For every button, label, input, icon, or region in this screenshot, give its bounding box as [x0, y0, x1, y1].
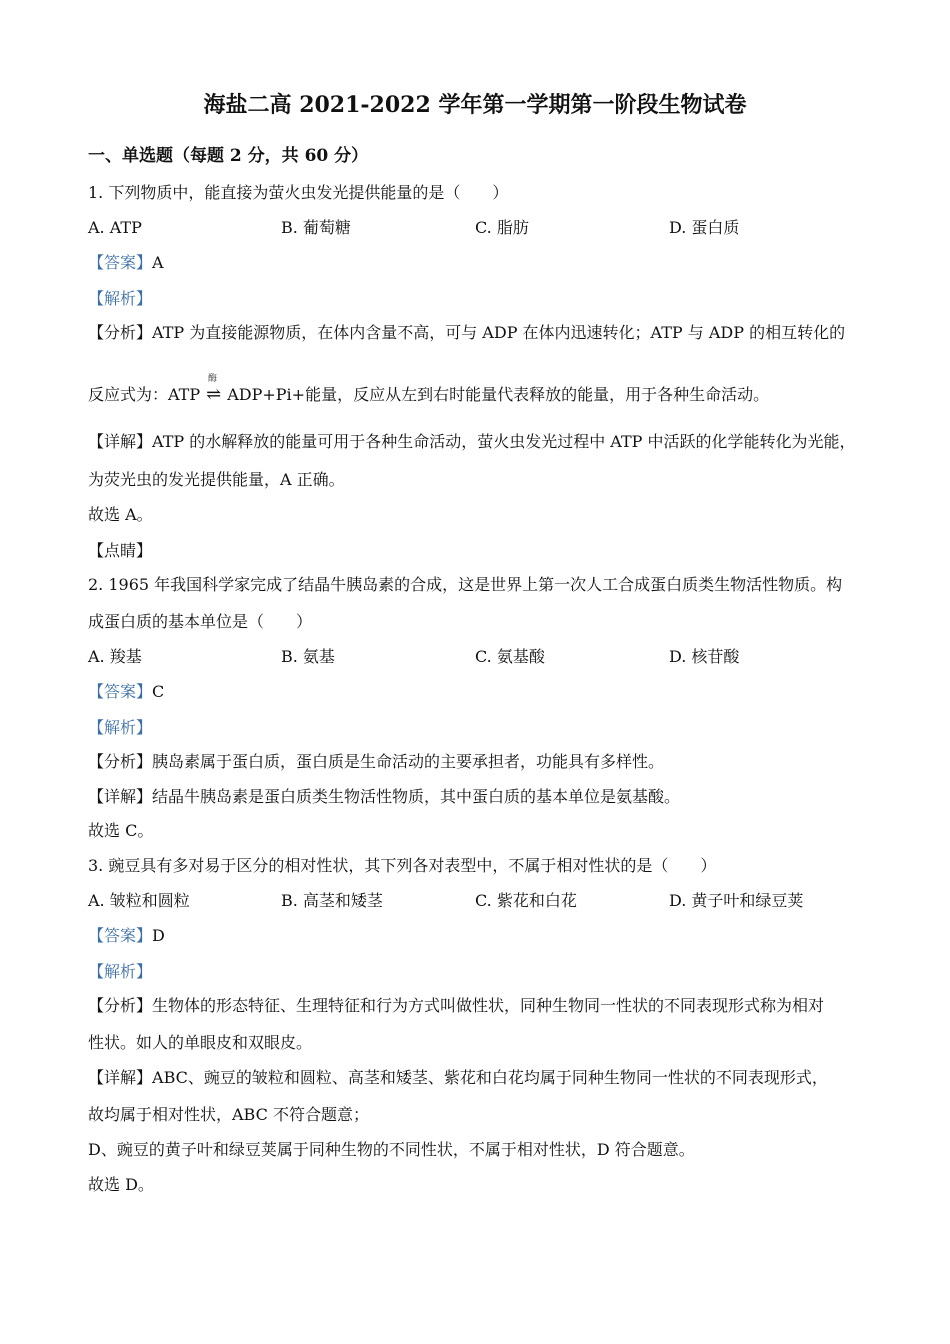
fenxi-text: 胰岛素属于蛋白质，蛋白质是生命活动的主要承担者，功能具有多样性。: [152, 752, 665, 771]
section-heading: 一、单选题（每题 2 分，共 60 分）: [88, 146, 369, 166]
page-title: 海盐二高 2021-2022 学年第一学期第一阶段生物试卷: [203, 92, 747, 118]
answer-value: D: [152, 926, 165, 945]
q2-option-c: C. 氨基酸: [475, 647, 545, 666]
q2-conclusion: 故选 C。: [88, 821, 154, 840]
q2-option-a: A. 羧基: [88, 647, 142, 666]
answer-label: 【答案】: [88, 682, 153, 701]
q3-conclusion: 故选 D。: [88, 1175, 154, 1194]
detail-text: ATP 的水解释放的能量可用于各种生命活动，萤火虫发光过程中 ATP 中活跃的化学能转化为光能，: [152, 432, 856, 451]
q3-fenxi-2: 性状。如人的单眼皮和双眼皮。: [88, 1033, 313, 1052]
q3-option-d: D. 黄子叶和绿豆荚: [669, 891, 804, 910]
q3-option-a: A. 皱粒和圆粒: [88, 891, 190, 910]
reversible-arrow-icon: ⇌: [206, 384, 222, 405]
q3-detail-3: D、豌豆的黄子叶和绿豆荚属于同种生物的不同性状，不属于相对性状，D 符合题意。: [88, 1140, 695, 1159]
q3-option-b: B. 高茎和矮茎: [281, 891, 383, 910]
fenxi-label: 【分析】: [88, 752, 153, 771]
q1-option-c: C. 脂肪: [475, 218, 529, 237]
q2-answer: [88, 682, 164, 702]
q2-option-d: D. 核苷酸: [669, 647, 740, 666]
fenxi-text: 生物体的形态特征、生理特征和行为方式叫做性状，同种生物同一性状的不同表现形式称为相对: [152, 996, 825, 1015]
q3-analysis-label: 【解析】: [88, 962, 153, 981]
q2-detail: [88, 787, 680, 807]
q1-fenxi: [88, 323, 845, 343]
q1-detail-1: [88, 432, 856, 452]
fenxi-label: 【分析】: [88, 323, 153, 342]
q2-analysis-label: 【解析】: [88, 718, 153, 737]
q3-option-c: C. 紫花和白花: [475, 891, 577, 910]
q3-detail-2: 故均属于相对性状，ABC 不符合题意；: [88, 1105, 369, 1124]
q1-detail-2: 为荧光虫的发光提供能量，A 正确。: [88, 470, 345, 489]
fenxi-label: 【分析】: [88, 996, 153, 1015]
fenxi-text: ATP 为直接能源物质，在体内含量不高，可与 ADP 在体内迅速转化；ATP 与 ADP 的相互转化的: [152, 323, 846, 342]
q3-answer: [88, 926, 165, 946]
enzyme-label: 酶: [208, 374, 218, 384]
q1-option-a: A. ATP: [88, 218, 142, 237]
q3-stem: 3. 豌豆具有多对易于区分的相对性状，其下列各对表型中，不属于相对性状的是（ ）: [88, 856, 717, 875]
detail-label: 【详解】: [88, 787, 153, 806]
q1-stem: 1. 下列物质中，能直接为萤火虫发光提供能量的是（ ）: [88, 183, 509, 202]
q1-option-b: B. 葡萄糖: [281, 218, 351, 237]
answer-label: 【答案】: [88, 253, 153, 272]
answer-label: 【答案】: [88, 926, 153, 945]
q1-formula: [88, 385, 769, 405]
detail-label: 【详解】: [88, 1068, 153, 1087]
q3-detail-1: [88, 1068, 828, 1088]
detail-text: 结晶牛胰岛素是蛋白质类生物活性物质，其中蛋白质的基本单位是氨基酸。: [152, 787, 681, 806]
q2-stem-2: 成蛋白质的基本单位是（ ）: [88, 612, 313, 631]
answer-value: A: [152, 253, 164, 272]
answer-value: C: [152, 682, 165, 701]
detail-text: ABC、豌豆的皱粒和圆粒、高茎和矮茎、紫花和白花均属于同种生物同一性状的不同表现形式，: [152, 1068, 828, 1087]
detail-label: 【详解】: [88, 432, 153, 451]
q1-option-d: D. 蛋白质: [669, 218, 740, 237]
q1-comment-label: 【点睛】: [88, 541, 153, 560]
q1-answer: [88, 253, 164, 273]
q2-fenxi: [88, 752, 664, 772]
formula-prefix: 反应式为：ATP: [88, 385, 201, 404]
q1-conclusion: 故选 A。: [88, 505, 153, 524]
formula-suffix: ADP+Pi+能量，反应从左到右时能量代表释放的能量，用于各种生命活动。: [227, 385, 770, 404]
q2-stem-1: 2. 1965 年我国科学家完成了结晶牛胰岛素的合成，这是世界上第一次人工合成蛋白质类生物活性物质。构: [88, 575, 843, 594]
q2-option-b: B. 氨基: [281, 647, 335, 666]
q1-analysis-label: 【解析】: [88, 289, 153, 308]
q3-fenxi-1: [88, 996, 824, 1016]
